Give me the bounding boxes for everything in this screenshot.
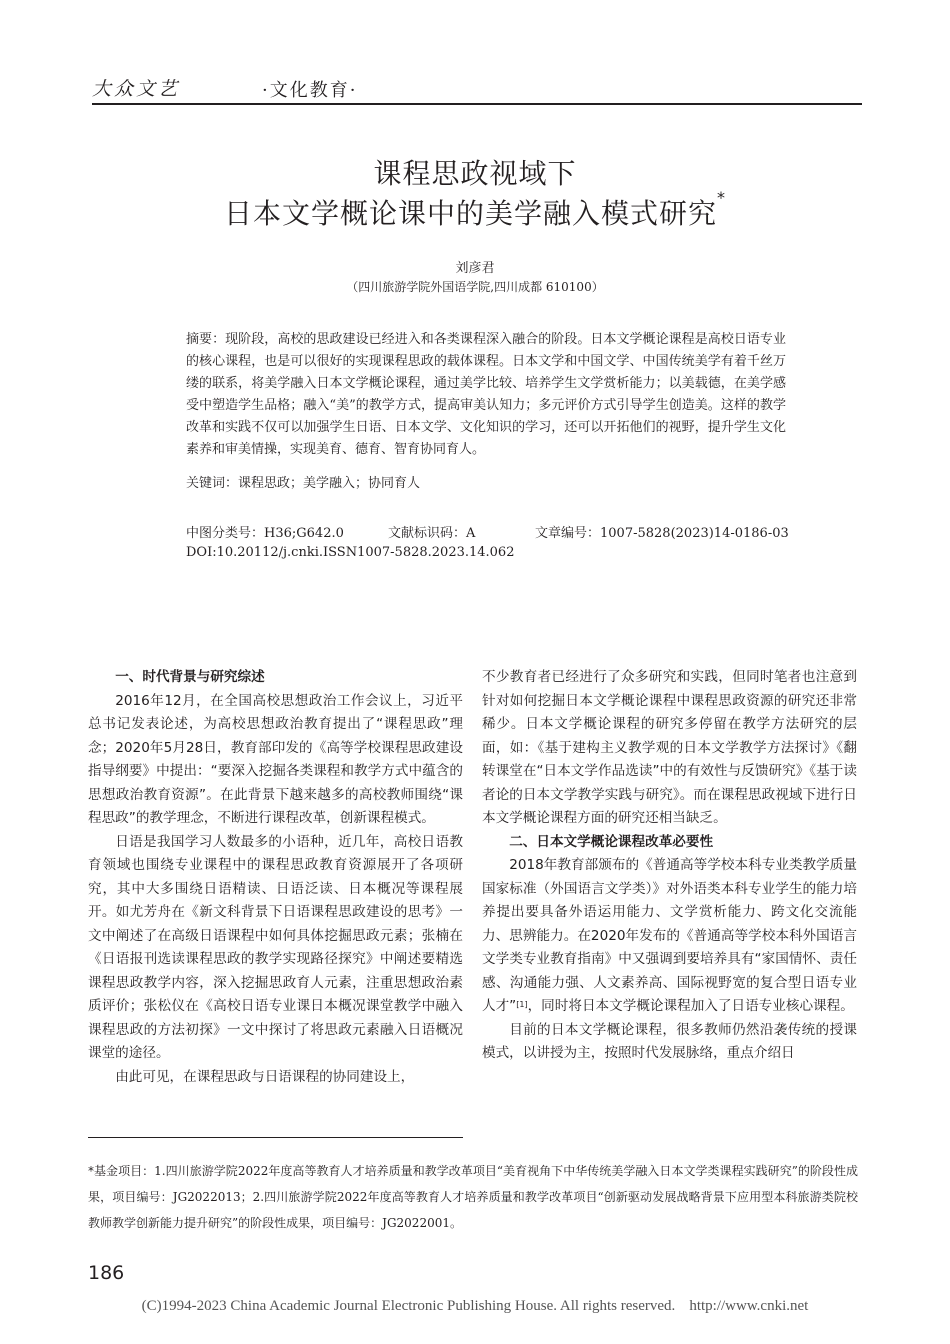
page-number: 186 [88, 1262, 125, 1284]
article-number [535, 522, 789, 541]
section-name: ·文化教育· [262, 80, 358, 101]
author: 刘彦君 [455, 261, 495, 276]
left-column [88, 666, 463, 1089]
paragraph: 目前的日本文学概论课程，很多教师仍然沿袭传统的授课模式，以讲授为主，按照时代发展脉络，重点介绍日 [482, 1021, 857, 1061]
reference-mark: [1] [516, 1000, 528, 1009]
section-heading-2: 二、日本文学概论课程改革必要性 [509, 833, 714, 850]
header-rule [92, 103, 862, 105]
title-line-2 [0, 188, 950, 232]
footnote-rule [88, 1137, 463, 1138]
copyright-url: http://www.cnki.net [689, 1298, 809, 1314]
title-line-2-text: 日本文学概论课中的美学融入模式研究 [223, 197, 717, 230]
article-number-label: 文章编号： [535, 526, 601, 541]
keywords-text: 课程思政；美学融入；协同育人 [238, 476, 421, 491]
title-footnote-mark: * [717, 188, 726, 207]
doc-code-value: A [466, 526, 476, 541]
keywords-label: 关键词： [186, 476, 239, 491]
journal-name: 大众文艺 [92, 78, 181, 100]
right-column [482, 666, 857, 1066]
doi: DOI:10.20112/j.cnki.ISSN1007-5828.2023.14.062 [186, 545, 515, 560]
paragraph: 不少教育者已经进行了众多研究和实践，但同时笔者也注意到针对如何挖掘日本文学概论课程中课程思政资源的研究还非常稀少。日本文学概论课程的研究多停留在教学方法研究的层面，如：《基于建构主义教学观的日本文学教学方法探讨》《翻转课堂在“日本文学作品选读”中的有效性与反馈研究》《基于读者论的日本文学教学实践与研究》。而在课程思政视域下进行日本文学概论课程方面的研究还相当缺乏。 [482, 669, 857, 826]
abstract [186, 329, 786, 460]
paragraph: 2016年12月，在全国高校思想政治工作会议上，习近平总书记发表论述，为高校思想政治教育提出了“课程思政”理念；2020年5月28日，教育部印发的《高等学校课程思政建设指导纲要》中提出：“要深入挖掘各类课程和教学方式中蕴含的思想政治教育资源”。在此背景下越来越多的高校教师围绕“课程思政”的教学理念，不断进行课程改革，创新课程模式。 [88, 692, 463, 826]
clc-value: H36;G642.0 [264, 526, 344, 541]
clc-number [186, 522, 344, 541]
paragraph: 日语是我国学习人数最多的小语种，近几年，高校日语教育领域也围绕专业课程中的课程思政教育资源展开了各项研究，其中大多围绕日语精读、日语泛读、日本概况等课程展开。如尤芳舟在《新文科背景下日语课程思政建设的思考》一文中阐述了在高级日语课程中如何具体挖掘思政元素；张楠在《日语报刊选读课程思政的教学实现路径探究》中阐述要精选课程思政教学内容，深入挖掘思政育人元素，注重思想政治素质评价；张松仪在《高校日语专业课日本概况课堂教学中融入课程思政的方法初探》一文中探讨了将思政元素融入日语概况课堂的途径。 [88, 833, 463, 1061]
section-heading-1: 一、时代背景与研究综述 [115, 669, 265, 685]
clc-label: 中图分类号： [186, 526, 265, 541]
title-line-1: 课程思政视域下 [373, 157, 577, 190]
footnote-label: *基金项目： [88, 1164, 155, 1178]
abstract-label: 摘要： [186, 332, 226, 347]
paragraph-text: 2018年教育部颁布的《普通高等学校本科专业类教学质量国家标准（外国语言文学类）》对外语类本科专业学生的能力培养提出要具备外语运用能力、文学赏析能力、跨文化交流能力、思辨能力。在2020年发布的《普通高等学校本科外国语言文学类专业教育指南》中又强调到要培养具有“家国情怀、责任感、沟通能力强、人文素养高、国际视野宽的复合型日语专业人才” [482, 857, 857, 1014]
doc-code-label: 文献标识码： [388, 526, 467, 541]
document-code [388, 522, 475, 541]
paragraph-text: ，同时将日本文学概论课程加入了日语专业核心课程。 [527, 998, 854, 1014]
footnote [88, 1158, 858, 1236]
keywords [186, 472, 420, 491]
copyright-line [0, 1298, 950, 1315]
article-number-value: 1007-5828(2023)14-0186-03 [600, 526, 789, 541]
affiliation: （四川旅游学院外国语学院,四川成都 610100） [346, 280, 604, 294]
copyright-text: (C)1994-2023 China Academic Journal Electronic Publishing House. All rights reserved. [141, 1298, 676, 1314]
paragraph [482, 854, 857, 1019]
paragraph: 由此可见，在课程思政与日语课程的协同建设上， [115, 1068, 415, 1085]
footnote-text: 1.四川旅游学院2022年度高等教育人才培养质量和教学改革项目“美育视角下中华传统美学融入日本文学类课程实践研究”的阶段性成果，项目编号：JG2022013；2.四川旅游学院2022年度高等教育人才培养质量和教学改革项目“创新驱动发展战略背景下应用型本科旅游类院校教师教学创新能力提升研究”的阶段性成果，项目编号：JG2022001。 [88, 1164, 858, 1230]
abstract-text: 现阶段，高校的思政建设已经进入和各类课程深入融合的阶段。日本文学概论课程是高校日语专业的核心课程，也是可以很好的实现课程思政的载体课程。日本文学和中国文学、中国传统美学有着千丝万缕的联系，将美学融入日本文学概论课程，通过美学比较、培养学生文学赏析能力；以美载德，在美学感受中塑造学生品格；融入“美”的教学方式，提高审美认知力；多元评价方式引导学生创造美。这样的教学改革和实践不仅可以加强学生日语、日本文学、文化知识的学习，还可以开拓他们的视野，提升学生文化素养和审美情操，实现美育、德育、智育协同育人。 [186, 332, 786, 457]
